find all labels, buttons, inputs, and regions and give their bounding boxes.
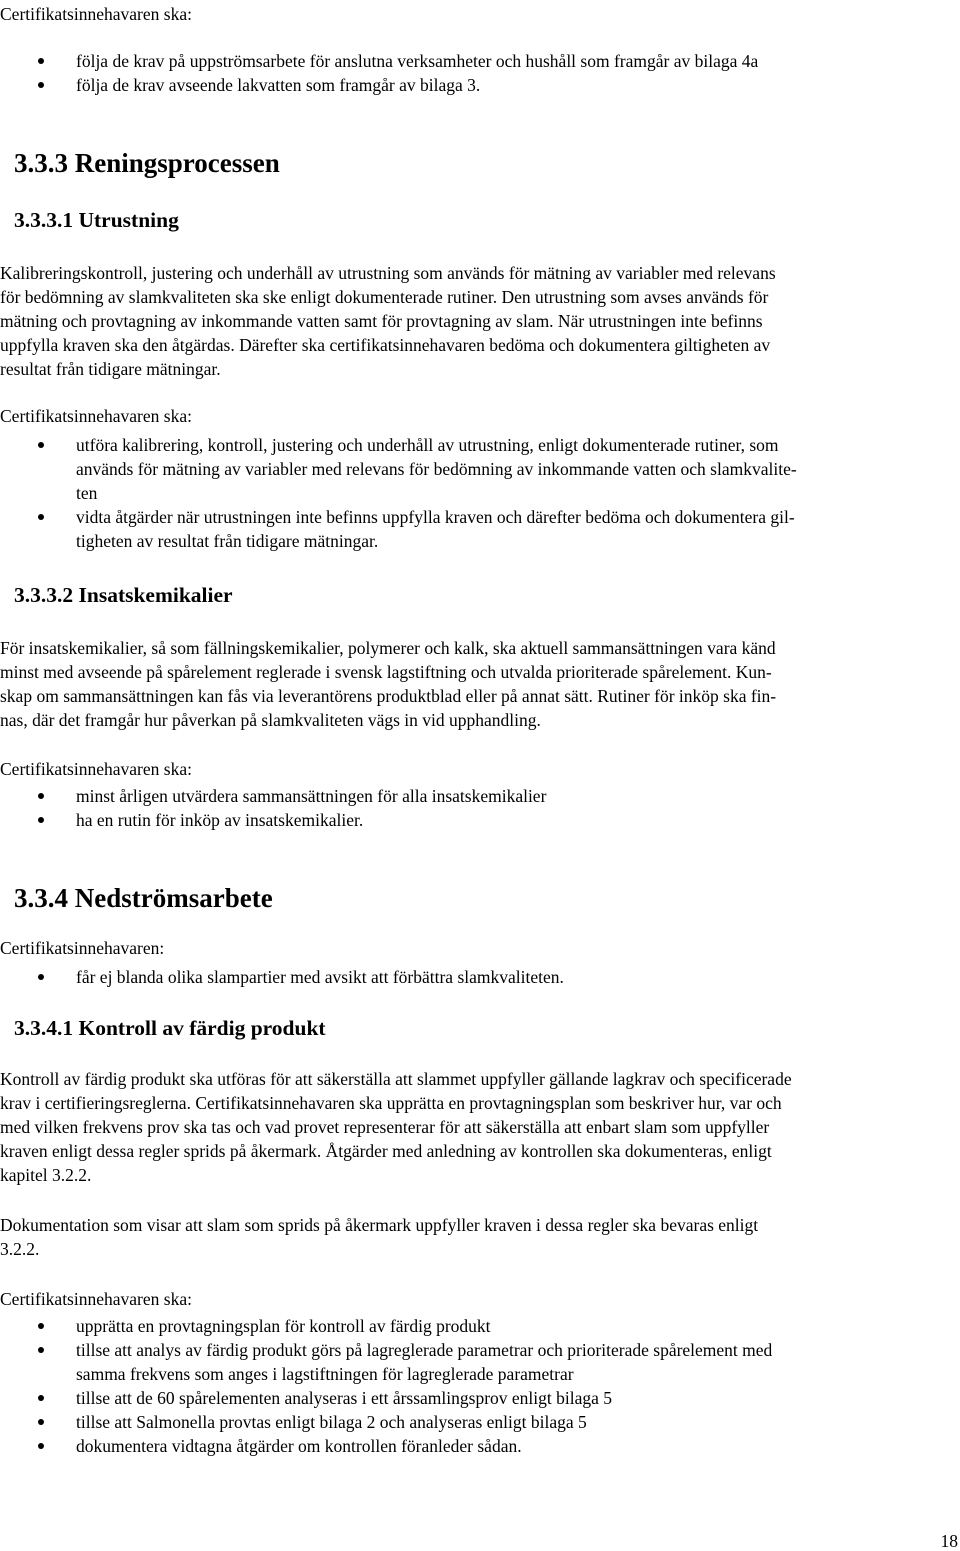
list-item: får ej blanda olika slampartier med avsikt att förbättra slamkvaliteten. — [0, 965, 564, 989]
paragraph-insatskemikalier: För insatskemikalier, så som fällningskemikalier, polymerer och kalk, ska aktuell sammansättningen vara känd minst med avseende på spårelement reglerade i svensk lagstiftning och utvalda prioriterade spårelement. Kun- skap om sammansättningen kan fås via leverantörens produktblad eller på annat sätt. Rutiner för inköp ska fin- nas, där det framgår hur påverkan på slamkvaliteten vägs in vid upphandling. — [0, 638, 777, 730]
heading-reningsprocessen: 3.3.3 Reningsprocessen — [14, 148, 280, 178]
section-label: Certifikatsinnehavaren ska: — [0, 1289, 192, 1309]
list-item: tillse att de 60 spårelementen analyseras i ett årssamlingsprov enligt bilaga 5 — [0, 1386, 772, 1410]
bullet-list — [0, 433, 797, 553]
heading-insatskemikalier: 3.3.3.2 Insatskemikalier — [14, 583, 233, 607]
section-label: Certifikatsinnehavaren: — [0, 938, 165, 958]
list-item: upprätta en provtagningsplan för kontroll av färdig produkt — [0, 1314, 772, 1338]
paragraph-dokumentation: Dokumentation som visar att slam som sprids på åkermark uppfyller kraven i dessa regler ska bevaras enligt 3.2.2. — [0, 1215, 759, 1259]
heading-nedstromsarbete: 3.3.4 Nedströmsarbete — [14, 883, 273, 913]
bullet-list — [0, 965, 564, 989]
list-item: följa de krav på uppströmsarbete för anslutna verksamheter och hushåll som framgår av bilaga 4a — [0, 49, 758, 73]
heading-kontroll-fardig-produkt: 3.3.4.1 Kontroll av färdig produkt — [14, 1016, 326, 1040]
section-label: Certifikatsinnehavaren ska: — [0, 759, 192, 779]
list-item: ha en rutin för inköp av insatskemikalier. — [0, 808, 546, 832]
section-label: Certifikatsinnehavaren ska: — [0, 4, 192, 24]
list-item: tillse att Salmonella provtas enligt bilaga 2 och analyseras enligt bilaga 5 — [0, 1410, 772, 1434]
list-item: minst årligen utvärdera sammansättningen för alla insatskemikalier — [0, 784, 546, 808]
bullet-list — [0, 784, 546, 832]
list-item: tillse att analys av färdig produkt görs på lagreglerade parametrar och prioriterade spårelement med samma frekvens som anges i lagstiftningen för lagreglerade parametrar — [0, 1338, 772, 1386]
list-item: utföra kalibrering, kontroll, justering och underhåll av utrustning, enligt dokumenterade rutiner, som används för mätning av variabler med relevans för bedömning av inkommande vatten och slamkvalite- ten — [0, 433, 797, 505]
bullet-list — [0, 49, 758, 97]
page-number: 18 — [940, 1531, 958, 1551]
list-item: vidta åtgärder när utrustningen inte befinns uppfylla kraven och därefter bedöma och dokumentera gil- tigheten av resultat från tidigare mätningar. — [0, 505, 797, 553]
paragraph-kontroll: Kontroll av färdig produkt ska utföras för att säkerställa att slammet uppfyller gällande lagkrav och specificerade krav i certifieringsreglerna. Certifikatsinnehavaren ska upprätta en provtagningsplan som beskriver hur, var och med vilken frekvens prov ska tas och vad provet representerar för att säkerställa att enbart slam som uppfyller kraven enligt dessa regler sprids på åkermark. Åtgärder med anledning av kontrollen ska dokumenteras, enligt kapitel 3.2.2. — [0, 1069, 792, 1185]
paragraph-utrustning: Kalibreringskontroll, justering och underhåll av utrustning som används för mätning av variabler med relevans för bedömning av slamkvaliteten ska ske enligt dokumenterade rutiner. Den utrustning som avses används för mätning och provtagning av inkommande vatten samt för provtagning av slam. När utrustningen inte befinns uppfylla kraven ska den åtgärdas. Därefter ska certifikatsinnehavaren bedöma och dokumentera giltigheten av resultat från tidigare mätningar. — [0, 263, 776, 379]
list-item: dokumentera vidtagna åtgärder om kontrollen föranleder sådan. — [0, 1434, 772, 1458]
bullet-list — [0, 1314, 772, 1458]
list-item: följa de krav avseende lakvatten som framgår av bilaga 3. — [0, 73, 758, 97]
heading-utrustning: 3.3.3.1 Utrustning — [14, 208, 179, 232]
section-label: Certifikatsinnehavaren ska: — [0, 406, 192, 426]
